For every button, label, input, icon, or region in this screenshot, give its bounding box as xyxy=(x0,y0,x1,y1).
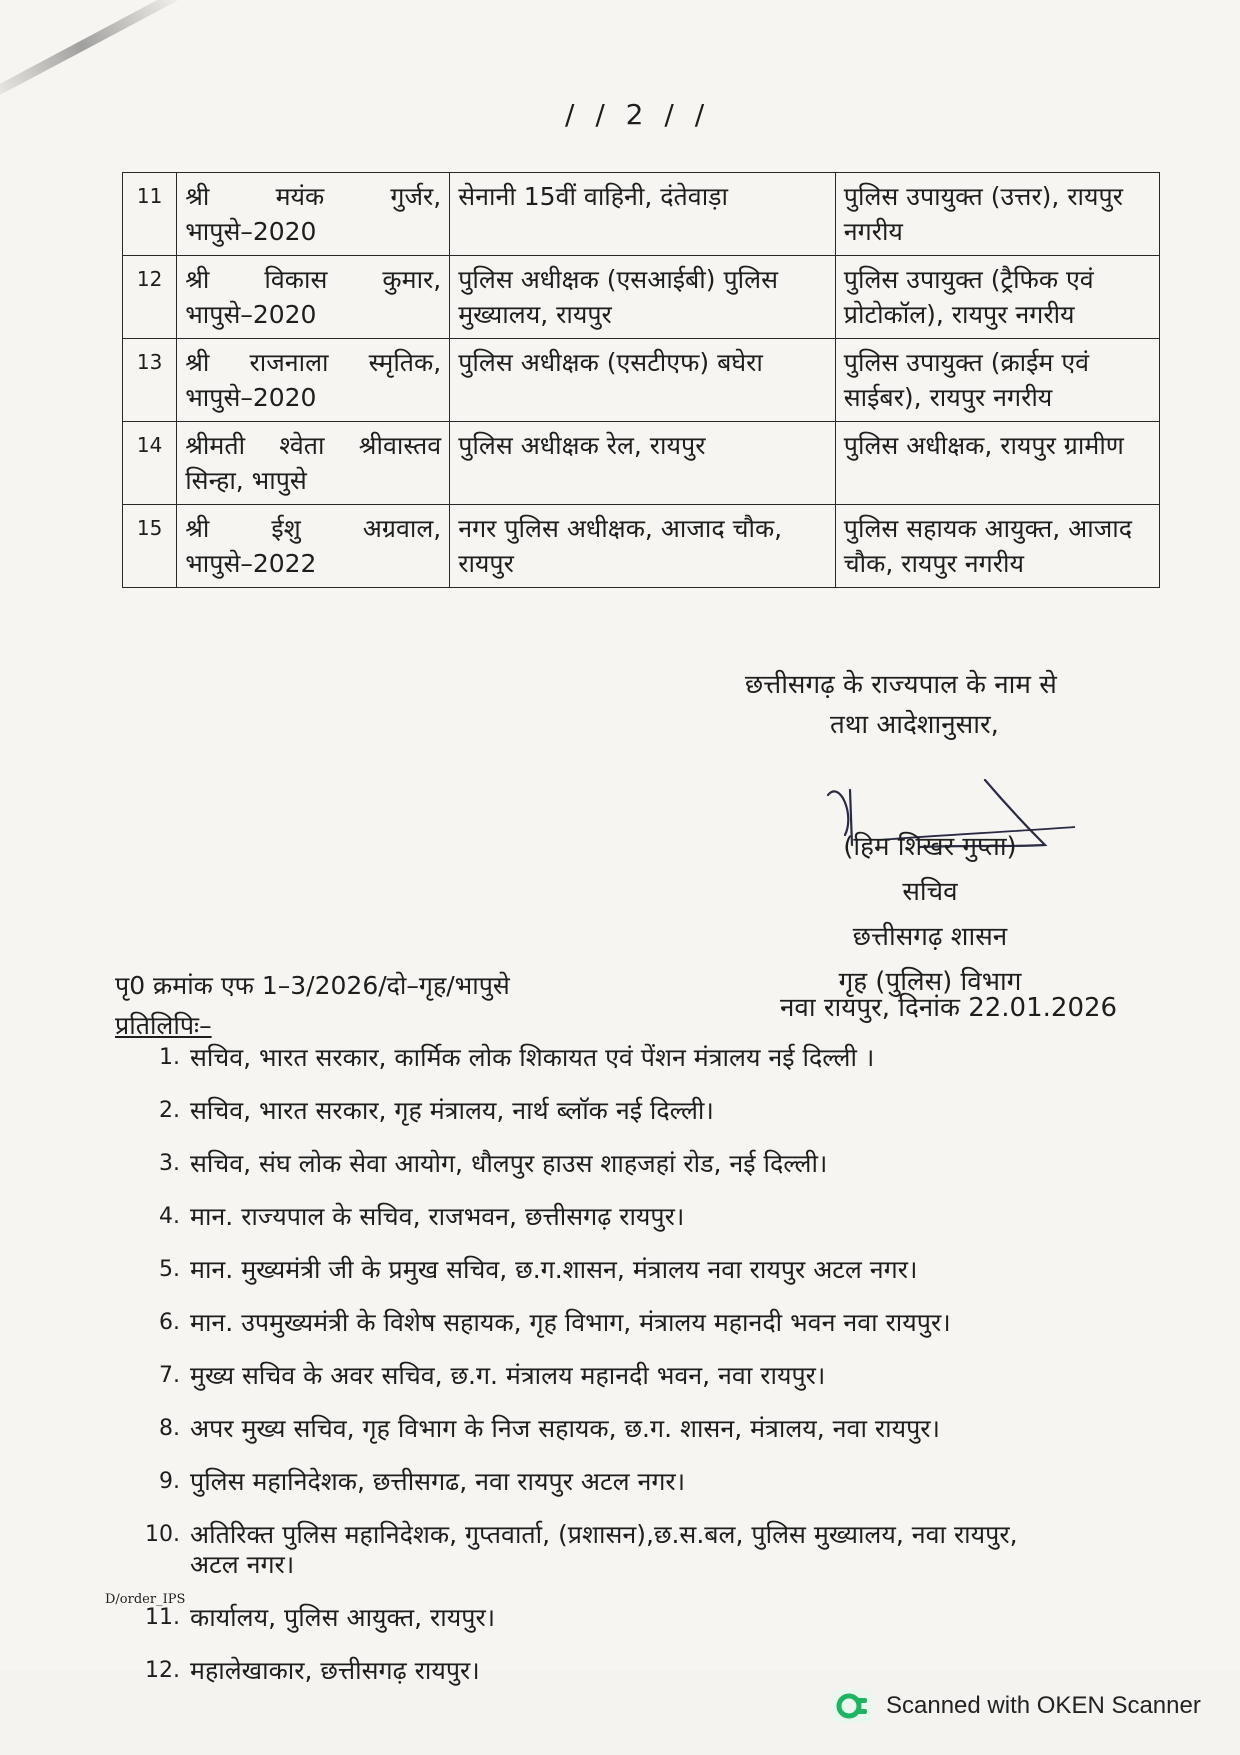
officer-name-part: श्वेता xyxy=(279,431,325,460)
officer-name-part: कुमार, xyxy=(382,265,442,294)
officer-name xyxy=(177,339,450,422)
new-posting: पुलिस अधीक्षक, रायपुर ग्रामीण xyxy=(835,422,1159,505)
officer-name-line-2: भापुसे–2020 xyxy=(185,217,317,246)
list-item-text: सचिव, संघ लोक सेवा आयोग, धौलपुर हाउस शाहजहां रोड, नई दिल्ली। xyxy=(190,1149,828,1178)
transfer-table xyxy=(122,172,1160,588)
order-authority xyxy=(745,665,1057,745)
new-posting: पुलिस उपायुक्त (क्राईम एवं साईबर), रायपुर नगरीय xyxy=(835,339,1159,422)
file-reference: D/order_IPS xyxy=(105,1592,186,1607)
officer-name-part: राजनाला xyxy=(249,348,329,377)
officer-name-part: श्री xyxy=(185,265,210,294)
officer-name-line-1 xyxy=(185,179,441,214)
reference-place-date: नवा रायपुर, दिनांक 22.01.2026 xyxy=(780,993,1118,1023)
current-posting: पुलिस अधीक्षक (एसआईबी) पुलिस मुख्यालय, रायपुर xyxy=(450,256,836,339)
list-item xyxy=(140,1096,1070,1126)
officer-name xyxy=(177,173,450,256)
scanner-text: Scanned with OKEN Scanner xyxy=(886,1692,1201,1719)
list-item xyxy=(140,1361,1070,1391)
list-item xyxy=(140,1308,1070,1338)
current-posting: पुलिस अधीक्षक रेल, रायपुर xyxy=(450,422,836,505)
list-item-text: अपर मुख्य सचिव, गृह विभाग के निज सहायक, छ.ग. शासन, मंत्रालय, नवा रायपुर। xyxy=(190,1414,940,1443)
list-item xyxy=(140,1202,1070,1232)
officer-name-part: श्रीवास्तव xyxy=(358,431,442,460)
list-item-number: 5. xyxy=(159,1257,180,1282)
officer-name-part: श्रीमती xyxy=(185,431,246,460)
list-item xyxy=(140,1255,1070,1285)
table-row xyxy=(123,339,1160,422)
current-posting: नगर पुलिस अधीक्षक, आजाद चौक, रायपुर xyxy=(450,505,836,588)
row-number: 14 xyxy=(123,422,177,505)
officer-name-line-2: सिन्हा, भापुसे xyxy=(185,466,307,495)
officer-name-part: ईशु xyxy=(271,514,301,543)
list-item-text: पुलिस महानिदेशक, छत्तीसगढ, नवा रायपुर अटल नगर। xyxy=(190,1467,686,1496)
row-number: 13 xyxy=(123,339,177,422)
current-posting: सेनानी 15वीं वाहिनी, दंतेवाड़ा xyxy=(450,173,836,256)
list-item-text: कार्यालय, पुलिस आयुक्त, रायपुर। xyxy=(190,1603,496,1632)
officer-name-line-1 xyxy=(185,428,441,463)
table-row xyxy=(123,505,1160,588)
list-item xyxy=(140,1467,1070,1497)
list-item xyxy=(140,1603,1070,1633)
list-item-text: मान. मुख्यमंत्री जी के प्रमुख सचिव, छ.ग.शासन, मंत्रालय नवा रायपुर अटल नगर। xyxy=(190,1255,918,1284)
officer-name-part: स्मृतिक, xyxy=(368,348,442,377)
oken-scanner-logo-icon xyxy=(830,1688,874,1724)
table-row xyxy=(123,422,1160,505)
officer-name-part: विकास xyxy=(264,265,328,294)
page-marker: / / 2 / / xyxy=(565,98,711,131)
scan-streak xyxy=(0,0,185,104)
officer-name-part: अग्रवाल, xyxy=(362,514,442,543)
list-item-number: 7. xyxy=(159,1363,180,1388)
list-item-text: सचिव, भारत सरकार, कार्मिक लोक शिकायत एवं पेंशन मंत्रालय नई दिल्ली । xyxy=(190,1043,875,1072)
list-item-text: मुख्य सचिव के अवर सचिव, छ.ग. मंत्रालय महानदी भवन, नवा रायपुर। xyxy=(190,1361,826,1390)
list-item xyxy=(140,1520,1070,1580)
list-item-number: 6. xyxy=(159,1310,180,1335)
table-row xyxy=(123,173,1160,256)
officer-name-part: श्री xyxy=(185,348,210,377)
new-posting: पुलिस उपायुक्त (उत्तर), रायपुर नगरीय xyxy=(835,173,1159,256)
list-item xyxy=(140,1149,1070,1179)
order-line-2: तथा आदेशानुसार, xyxy=(830,710,999,740)
list-item-number: 8. xyxy=(159,1416,180,1441)
row-number: 15 xyxy=(123,505,177,588)
officer-name-line-1 xyxy=(185,345,441,380)
new-posting: पुलिस उपायुक्त (ट्रैफिक एवं प्रोटोकॉल), रायपुर नगरीय xyxy=(835,256,1159,339)
officer-name-line-2: भापुसे–2020 xyxy=(185,300,317,329)
officer-name xyxy=(177,422,450,505)
list-item-number: 3. xyxy=(159,1151,180,1176)
list-item xyxy=(140,1656,1070,1686)
list-item xyxy=(140,1414,1070,1444)
copies-heading: प्रतिलिपिः– xyxy=(115,1011,212,1040)
list-item-text: मान. राज्यपाल के सचिव, राजभवन, छत्तीसगढ़ रायपुर। xyxy=(190,1202,685,1231)
current-posting: पुलिस अधीक्षक (एसटीएफ) बघेरा xyxy=(450,339,836,422)
officer-name xyxy=(177,505,450,588)
list-item-text: सचिव, भारत सरकार, गृह मंत्रालय, नार्थ ब्लॉक नई दिल्ली। xyxy=(190,1096,714,1125)
list-item-number: 10. xyxy=(145,1522,180,1547)
officer-name-part: श्री xyxy=(185,514,210,543)
officer-name-line-2: भापुसे–2022 xyxy=(185,549,317,578)
signatory-name: (हिम शिखर गुप्ता) xyxy=(843,832,1017,862)
copies-list xyxy=(140,1043,1070,1709)
officer-name-line-1 xyxy=(185,511,441,546)
list-item-text: महालेखाकार, छत्तीसगढ़ रायपुर। xyxy=(190,1656,480,1685)
signatory-department-2: गृह (पुलिस) विभाग xyxy=(838,967,1022,997)
list-item-number: 2. xyxy=(159,1098,180,1123)
officer-name-part: मयंक xyxy=(275,182,325,211)
list-item-number: 4. xyxy=(159,1204,180,1229)
list-item-number: 12. xyxy=(145,1658,180,1683)
officer-name-part: गुर्जर, xyxy=(390,182,442,211)
officer-name-line-1 xyxy=(185,262,441,297)
officer-name xyxy=(177,256,450,339)
list-item-number: 9. xyxy=(159,1469,180,1494)
list-item xyxy=(140,1043,1070,1073)
scanner-watermark xyxy=(830,1688,1201,1724)
signatory-block xyxy=(760,825,1100,1005)
row-number: 12 xyxy=(123,256,177,339)
new-posting: पुलिस सहायक आयुक्त, आजाद चौक, रायपुर नगरीय xyxy=(835,505,1159,588)
officer-name-part: श्री xyxy=(185,182,210,211)
signatory-department-1: छत्तीसगढ़ शासन xyxy=(852,922,1008,952)
list-item-text: मान. उपमुख्यमंत्री के विशेष सहायक, गृह विभाग, मंत्रालय महानदी भवन नवा रायपुर। xyxy=(190,1308,951,1337)
order-line-1: छत्तीसगढ़ के राज्यपाल के नाम से xyxy=(745,670,1057,700)
row-number: 11 xyxy=(123,173,177,256)
signatory-designation: सचिव xyxy=(902,877,958,907)
reference-number: पृ0 क्रमांक एफ 1–3/2026/दो–गृह/भापुसे xyxy=(115,971,510,1000)
officer-name-line-2: भापुसे–2020 xyxy=(185,383,317,412)
list-item-number: 11. xyxy=(145,1605,180,1630)
table-row xyxy=(123,256,1160,339)
list-item-text: अतिरिक्त पुलिस महानिदेशक, गुप्तवार्ता, (प्रशासन),छ.स.बल, पुलिस मुख्यालय, नवा रायपुर, अटल नगर। xyxy=(190,1520,1018,1579)
list-item-number: 1. xyxy=(159,1045,180,1070)
